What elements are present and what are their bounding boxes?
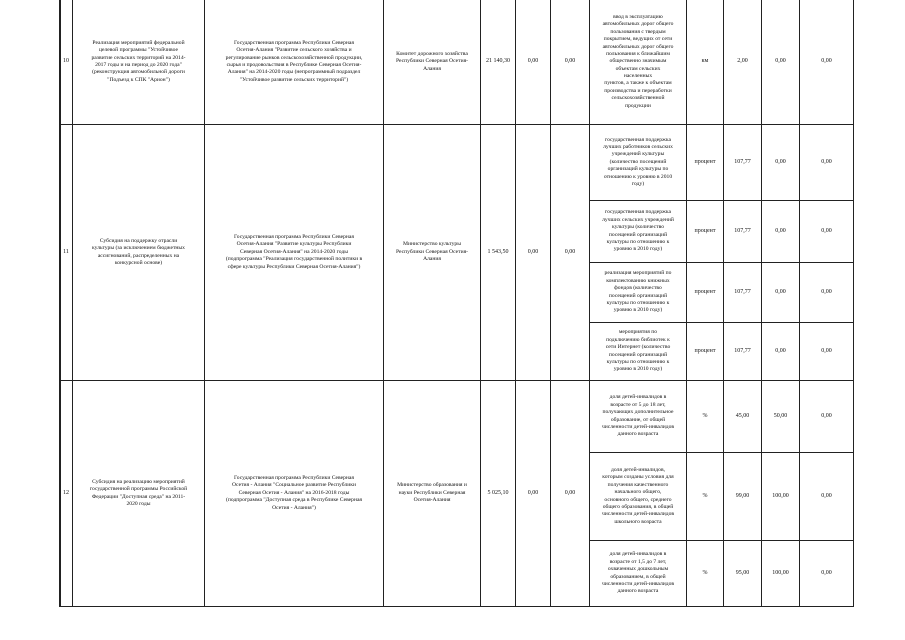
row-number: 10 bbox=[63, 58, 69, 65]
indicator-unit: процент bbox=[694, 347, 716, 354]
row-number: 12 bbox=[63, 489, 69, 496]
indicator-plan: 107,77 bbox=[734, 347, 751, 354]
indicator-fact-1: 0,00 bbox=[775, 158, 786, 165]
indicator-text: мероприятия по подключению библиотек к сети Интернет (количество посещений организаций культуры по отношению к уровню в 2010 году) bbox=[605, 329, 671, 373]
value-1: 0,00 bbox=[527, 489, 539, 496]
indicator-unit: % bbox=[702, 569, 708, 576]
executor: Министерство образования и науки Республики Северная Осетия-Алания bbox=[397, 482, 467, 504]
value-2: 0,00 bbox=[564, 248, 576, 255]
value-1: 0,00 bbox=[527, 248, 539, 255]
indicator-text: реализация мероприятий по комплектованию книжных фондов (количество посещений организаций культуры по отношению к уровню в 2010 году) bbox=[604, 270, 672, 314]
indicator-text: доля детей-инвалидов в возрасте от 5 до 18 лет, получающих дополнительное образование, от общей численности детей-инвалидов данного возраста bbox=[601, 394, 675, 438]
event-name: Субсидия на реализацию мероприятий государственной программы Российской Федерации "Доступная среда" на 2011- 2020 годы bbox=[89, 478, 188, 507]
indicator-fact-2: 0,00 bbox=[821, 412, 832, 419]
indicator-text: доля детей-инвалидов, которым созданы условия для получения качественного начального общего, основного общего, среднего общего образования, в общей численности детей-инвалидов школьного возраста bbox=[601, 467, 675, 525]
indicator-unit: процент bbox=[694, 227, 716, 234]
event-name: Реализация мероприятий федеральной целевой программы "Устойчивое развитие сельских территорий на 2014- 2017 годы и на период до 2020 года" (реконструкция автомобильной дороги "Подъезд к СПК "Арион") bbox=[91, 39, 186, 83]
value-2: 0,00 bbox=[564, 489, 576, 496]
program-name: Государственная программа Республики Северная Осетия-Алания "Развитие сельского хозяйства и регулирование рынков сельскохозяйственной продукции, сырья и продовольствия в Республике Северная Осетия- Алания" на 2014-2020 годы (непрограммный подраздел "Устойчивое развитие сельских территорий") bbox=[225, 39, 363, 83]
table-border-bottom bbox=[59, 606, 854, 607]
indicator-plan: 45,00 bbox=[735, 412, 750, 419]
indicator-fact-1: 0,00 bbox=[775, 58, 786, 65]
indicator-fact-2: 0,00 bbox=[821, 347, 832, 354]
indicator-unit: % bbox=[702, 412, 708, 419]
indicator-text: доля детей-инвалидов в возрасте от 1,5 до 7 лет, охваченных дошкольным образованием, в общей численности детей-инвалидов данного возраста bbox=[601, 551, 675, 595]
indicator-plan: 95,00 bbox=[735, 569, 750, 576]
indicator-text: государственная поддержка лучших сельских учреждений культуры (количество посещений организаций культуры по отношению к уровню в 2010 году) bbox=[602, 209, 674, 253]
amount: 5 025,10 bbox=[487, 489, 509, 496]
indicator-fact-2: 0,00 bbox=[821, 569, 832, 576]
indicator-plan: 99,00 bbox=[735, 492, 750, 499]
indicator-fact-2: 0,00 bbox=[821, 158, 832, 165]
indicator-fact-1: 50,00 bbox=[773, 412, 788, 419]
indicator-fact-2: 0,00 bbox=[821, 58, 832, 65]
program-name: Государственная программа Республики Северная Осетия - Алания "Социальное развитие Республики Северная Осетия - Алания" на 2016-2018 годы (подпрограмма "Доступная среда в Республике Северная Осетия - Алания") bbox=[225, 475, 363, 511]
indicator-fact-2: 0,00 bbox=[821, 227, 832, 234]
executor: Министерство культуры Республики Северная Осетия- Алания bbox=[395, 241, 469, 263]
indicator-plan: 107,77 bbox=[734, 227, 751, 234]
value-2: 0,00 bbox=[564, 58, 576, 65]
event-name: Субсидия на поддержку отрасли культуры (за исключением бюджетных ассигнований, распределенных на конкурсной основе) bbox=[92, 237, 185, 266]
indicator-fact-2: 0,00 bbox=[821, 288, 832, 295]
amount: 21 140,30 bbox=[486, 58, 510, 65]
indicator-fact-2: 0,00 bbox=[821, 492, 832, 499]
table-border-right bbox=[853, 0, 854, 606]
indicator-text: ввод в эксплуатацию автомобильных дорог общего пользования с твердым покрытием, ведущих от сети автомобильных дорог общего пользования к ближайшим общественно значимым объектам сельских населенных пунктов, а также к объектам производства и переработки сельскохозяйственной продукции bbox=[602, 14, 674, 109]
indicator-plan: 2,00 bbox=[737, 58, 748, 65]
row-number: 11 bbox=[63, 248, 69, 255]
indicator-fact-1: 0,00 bbox=[775, 288, 786, 295]
indicator-unit: процент bbox=[694, 158, 716, 165]
indicator-plan: 107,77 bbox=[734, 158, 751, 165]
indicator-fact-1: 100,00 bbox=[772, 569, 789, 576]
indicator-unit: процент bbox=[694, 288, 716, 295]
program-name: Государственная программа Республики Северная Осетия-Алания "Развитие культуры Республики Северная Осетия-Алания" на 2014-2020 годы (подпрограмма "Реализация государственной политики в сфере культуры Республики Северная Осетия-Алания") bbox=[225, 234, 363, 270]
indicator-fact-1: 100,00 bbox=[772, 492, 789, 499]
indicator-plan: 107,77 bbox=[734, 288, 751, 295]
indicator-fact-1: 0,00 bbox=[775, 227, 786, 234]
value-1: 0,00 bbox=[527, 58, 539, 65]
indicator-text: государственная поддержка лучших работников сельских учреждений культуры (количество посещений организаций культуры по отношению к уровню в 2010 году) bbox=[603, 136, 673, 187]
amount: 1 543,50 bbox=[487, 248, 509, 255]
indicator-fact-1: 0,00 bbox=[775, 347, 786, 354]
indicator-unit: км bbox=[701, 58, 709, 65]
executor: Комитет дорожного хозяйства Республики Северная Осетия- Алания bbox=[395, 50, 469, 72]
indicator-unit: % bbox=[702, 492, 708, 499]
